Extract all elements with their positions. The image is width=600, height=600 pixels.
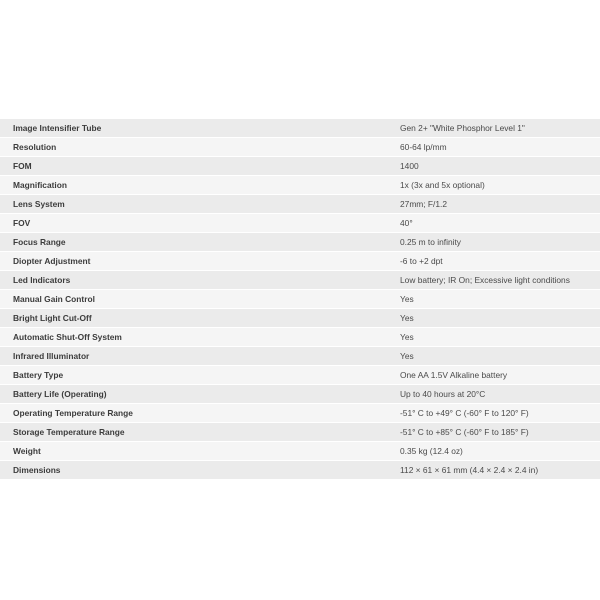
- spec-label: Weight: [13, 446, 41, 456]
- spec-label: FOV: [13, 218, 31, 228]
- spec-row: [0, 404, 600, 423]
- spec-row: [0, 195, 600, 214]
- spec-label: Bright Light Cut-Off: [13, 313, 92, 323]
- spec-value: Yes: [400, 351, 414, 361]
- spec-label: Resolution: [13, 142, 57, 152]
- spec-row: [0, 157, 600, 176]
- spec-row: [0, 290, 600, 309]
- spec-row: [0, 214, 600, 233]
- spec-value: 60-64 lp/mm: [400, 142, 447, 152]
- spec-value: Yes: [400, 332, 414, 342]
- spec-value: 27mm; F/1.2: [400, 199, 448, 209]
- spec-value: -51° C to +49° C (-60° F to 120° F): [400, 408, 529, 418]
- spec-label: Manual Gain Control: [13, 294, 95, 304]
- spec-label: Lens System: [13, 199, 65, 209]
- spec-label: Automatic Shut-Off System: [13, 332, 122, 342]
- spec-label: Storage Temperature Range: [13, 427, 125, 437]
- spec-value: -51° C to +85° C (-60° F to 185° F): [400, 427, 529, 437]
- spec-row: [0, 233, 600, 252]
- spec-row: [0, 442, 600, 461]
- spec-value: Yes: [400, 294, 414, 304]
- spec-label: Battery Type: [13, 370, 64, 380]
- spec-table: [0, 119, 600, 480]
- spec-row: [0, 176, 600, 195]
- spec-label: Magnification: [13, 180, 67, 190]
- spec-row: [0, 271, 600, 290]
- spec-label: Dimensions: [13, 465, 61, 475]
- spec-label: Operating Temperature Range: [13, 408, 133, 418]
- spec-value: 0.35 kg (12.4 oz): [400, 446, 463, 456]
- spec-row: [0, 138, 600, 157]
- spec-row: [0, 252, 600, 271]
- spec-label: FOM: [13, 161, 32, 171]
- spec-value: Low battery; IR On; Excessive light conditions: [400, 275, 570, 285]
- spec-value: -6 to +2 dpt: [400, 256, 443, 266]
- spec-row: [0, 119, 600, 138]
- spec-value: Yes: [400, 313, 414, 323]
- spec-value: 40°: [400, 218, 413, 228]
- spec-row: [0, 423, 600, 442]
- spec-label: Diopter Adjustment: [13, 256, 91, 266]
- spec-row: [0, 385, 600, 404]
- spec-label: Image Intensifier Tube: [13, 123, 102, 133]
- spec-row: [0, 366, 600, 385]
- spec-value: 1x (3x and 5x optional): [400, 180, 485, 190]
- spec-row: [0, 461, 600, 480]
- spec-row: [0, 328, 600, 347]
- spec-row: [0, 309, 600, 328]
- spec-label: Battery Life (Operating): [13, 389, 107, 399]
- spec-label: Led Indicators: [13, 275, 71, 285]
- spec-value: Up to 40 hours at 20°C: [400, 389, 486, 399]
- spec-label: Focus Range: [13, 237, 66, 247]
- spec-value: 1400: [400, 161, 419, 171]
- spec-value: Gen 2+ "White Phosphor Level 1": [400, 123, 525, 133]
- spec-label: Infrared Illuminator: [13, 351, 90, 361]
- spec-row: [0, 347, 600, 366]
- spec-value: 0.25 m to infinity: [400, 237, 461, 247]
- spec-value: One AA 1.5V Alkaline battery: [400, 370, 508, 380]
- spec-value: 112 × 61 × 61 mm (4.4 × 2.4 × 2.4 in): [400, 465, 539, 475]
